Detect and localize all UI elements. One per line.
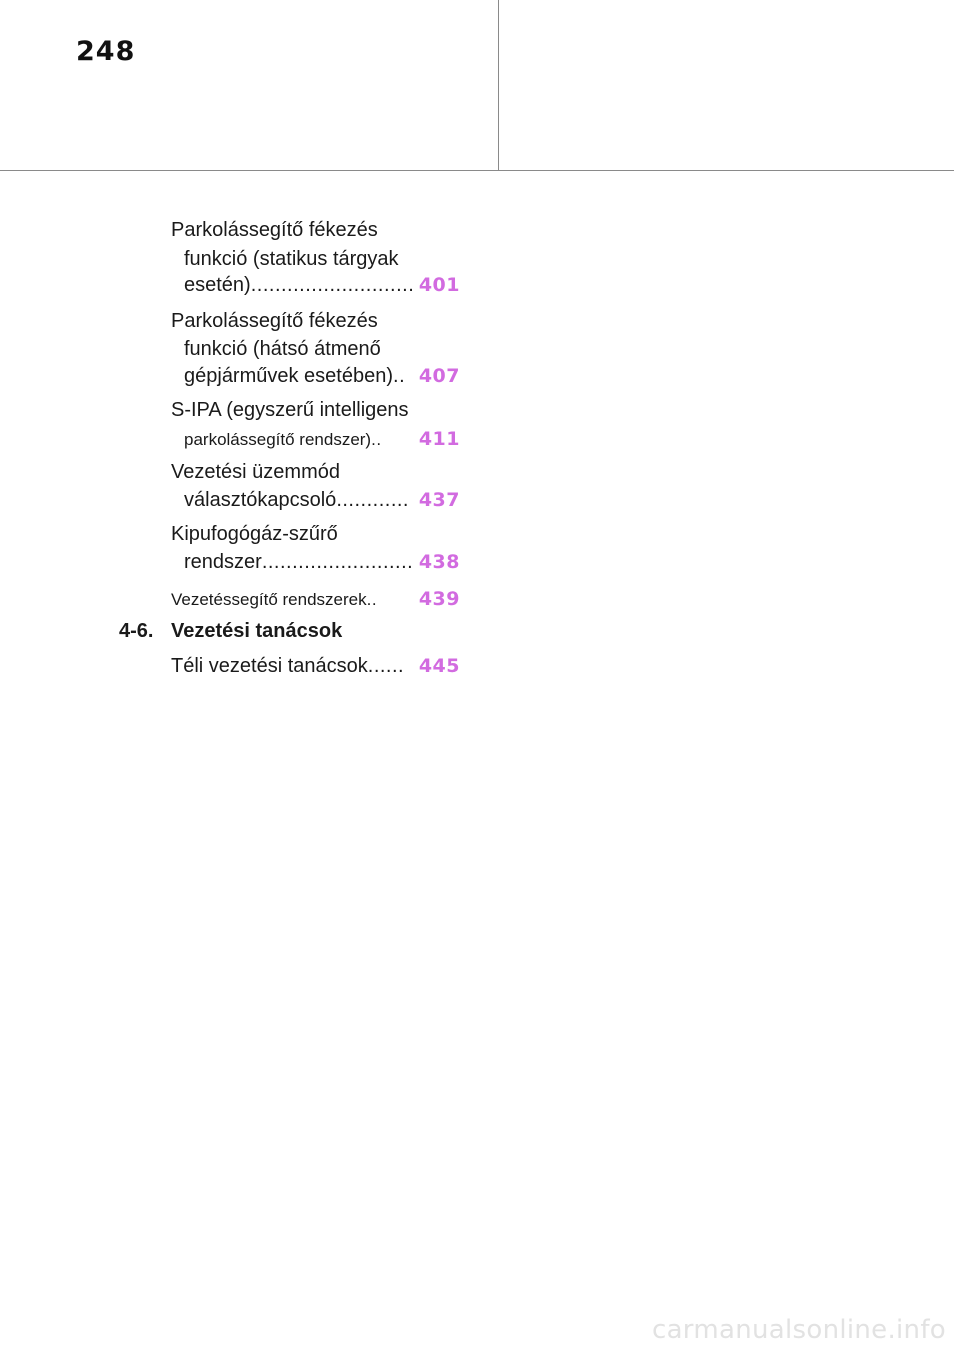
toc-entry-link-438[interactable]: [184, 550, 460, 574]
toc-entry-line: Vezetési üzemmód: [171, 461, 340, 483]
toc-entry-link-445[interactable]: [171, 654, 460, 678]
toc-entry-line: esetén): [184, 274, 251, 296]
page-number: 248: [76, 36, 136, 67]
dot-leader: ............: [336, 489, 409, 511]
toc-entry-link-437[interactable]: [184, 488, 460, 512]
toc-entry-line: Téli vezetési tanácsok: [171, 655, 368, 677]
toc-entry-line: választókapcsoló: [184, 489, 337, 511]
section-number: 4-6.: [119, 620, 154, 642]
page-reference[interactable]: 437: [418, 489, 460, 511]
page-reference[interactable]: 411: [418, 428, 460, 450]
toc-entry-line: funkció (statikus tárgyak: [184, 248, 399, 270]
page-reference[interactable]: 401: [418, 274, 460, 296]
toc-entry-line: Parkolássegítő fékezés: [171, 219, 378, 241]
page-reference[interactable]: 438: [418, 551, 460, 573]
dot-leader: ..: [393, 365, 406, 387]
dot-leader: ..: [371, 430, 382, 449]
dot-leader: ..: [366, 590, 378, 609]
dot-leader: ...........................: [250, 274, 415, 296]
toc-entry-line: Kipufogógáz-szűrő: [171, 523, 338, 545]
toc-entry-line: gépjárművek esetében): [184, 365, 394, 387]
toc-entry-link-411[interactable]: [184, 427, 460, 452]
watermark-text: carmanualsonline.info: [651, 1315, 946, 1345]
toc-entry-line: Vezetéssegítő rendszerek: [171, 590, 367, 609]
section-title[interactable]: Vezetési tanácsok: [171, 620, 343, 642]
dot-leader: .........................: [261, 551, 414, 573]
page-reference[interactable]: 445: [418, 655, 460, 677]
toc-entry-link-401[interactable]: [184, 273, 460, 297]
toc-entry-link-407[interactable]: [184, 364, 460, 388]
toc-entry-link-439[interactable]: [171, 587, 460, 612]
page-reference[interactable]: 407: [418, 365, 460, 387]
toc-entry-line: funkció (hátsó átmenő: [184, 338, 381, 360]
toc-entry-line: S-IPA (egyszerű intelligens: [171, 399, 409, 421]
toc-entry-line: parkolássegítő rendszer): [184, 430, 372, 449]
toc-entry-line: rendszer: [184, 551, 262, 573]
toc-entry-line: Parkolássegítő fékezés: [171, 310, 378, 332]
page-reference[interactable]: 439: [418, 588, 460, 610]
dot-leader: ......: [367, 655, 405, 677]
